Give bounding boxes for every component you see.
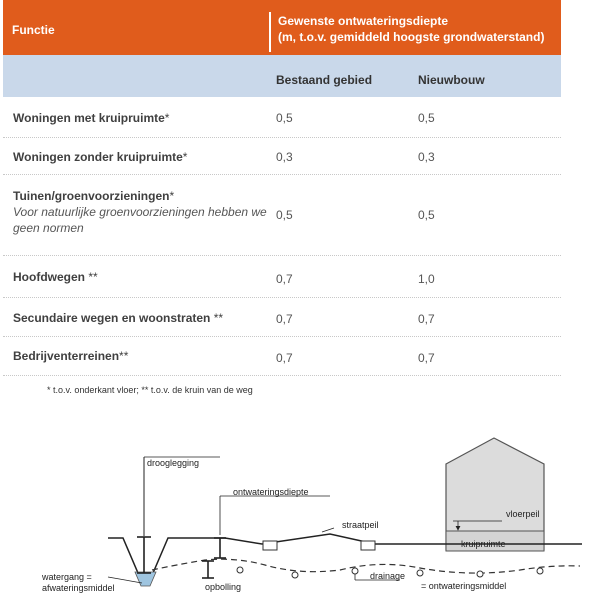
street-box — [263, 541, 277, 550]
drain-icon — [477, 571, 483, 577]
row-label: Woningen met kruipruimte* — [13, 111, 170, 125]
row-label: Secundaire wegen en woonstraten ** — [13, 311, 224, 325]
value-existing: 0,5 — [276, 208, 293, 222]
drain-icon — [237, 567, 243, 573]
label-watergang-line1: watergang = — [42, 572, 92, 582]
drainage-depth-table — [3, 0, 561, 376]
label-ontwateringsdiepte: ontwateringsdiepte — [233, 487, 309, 497]
value-new: 0,5 — [418, 208, 435, 222]
street-box — [361, 541, 375, 550]
value-new: 1,0 — [418, 272, 435, 286]
subheader-new: Nieuwbouw — [418, 73, 485, 87]
row-label: Bedrijventerreinen** — [13, 349, 129, 363]
value-existing: 0,7 — [276, 351, 293, 365]
value-existing: 0,5 — [276, 111, 293, 125]
value-existing: 0,3 — [276, 150, 293, 164]
drain-icon — [352, 568, 358, 574]
label-watergang-line2: afwateringsmiddel — [42, 583, 115, 593]
row-label: Woningen zonder kruipruimte* — [13, 150, 188, 164]
value-new: 0,3 — [418, 150, 435, 164]
label-ontwateringsmiddel: = ontwateringsmiddel — [421, 581, 507, 591]
row-label: Tuinen/groenvoorzieningen* — [13, 189, 175, 203]
subheader-existing: Bestaand gebied — [276, 73, 373, 87]
table-row — [3, 337, 561, 376]
drain-icon — [417, 570, 423, 576]
drainage-diagram — [0, 420, 591, 610]
header-separator — [269, 12, 271, 52]
table-subheader — [3, 55, 561, 97]
label-drooglegging: drooglegging — [147, 458, 200, 468]
groundwater-line — [152, 559, 580, 573]
table-row — [3, 298, 561, 337]
table-header — [3, 0, 561, 55]
header-depth — [278, 13, 544, 45]
ditch-water — [135, 572, 156, 586]
value-new: 0,7 — [418, 312, 435, 326]
label-opbolling: opbolling — [205, 582, 242, 592]
table-row — [3, 175, 561, 256]
value-existing: 0,7 — [276, 272, 293, 286]
label-kruipruimte: kruipruimte — [461, 539, 506, 549]
table-row — [3, 138, 561, 175]
drain-icon — [537, 568, 543, 574]
table-row — [3, 256, 561, 298]
value-existing: 0,7 — [276, 312, 293, 326]
label-vloerpeil: vloerpeil — [506, 509, 540, 519]
row-label: Hoofdwegen ** — [13, 270, 98, 284]
row-note: Voor natuurlijke groenvoorzieningen hebben we geen normen — [13, 205, 267, 235]
value-new: 0,7 — [418, 351, 435, 365]
table-footnote: * t.o.v. onderkant vloer; ** t.o.v. de kruin van de weg — [47, 385, 253, 395]
table-row — [3, 97, 561, 138]
label-drainage: drainage — [370, 571, 406, 581]
label-straatpeil: straatpeil — [342, 520, 379, 530]
header-depth-line1: Gewenste ontwateringsdiepte — [278, 14, 449, 28]
drain-icon — [292, 572, 298, 578]
header-function: Functie — [12, 23, 55, 37]
value-new: 0,5 — [418, 111, 435, 125]
header-depth-line2: (m, t.o.v. gemiddeld hoogste grondwaterstand) — [278, 30, 545, 44]
